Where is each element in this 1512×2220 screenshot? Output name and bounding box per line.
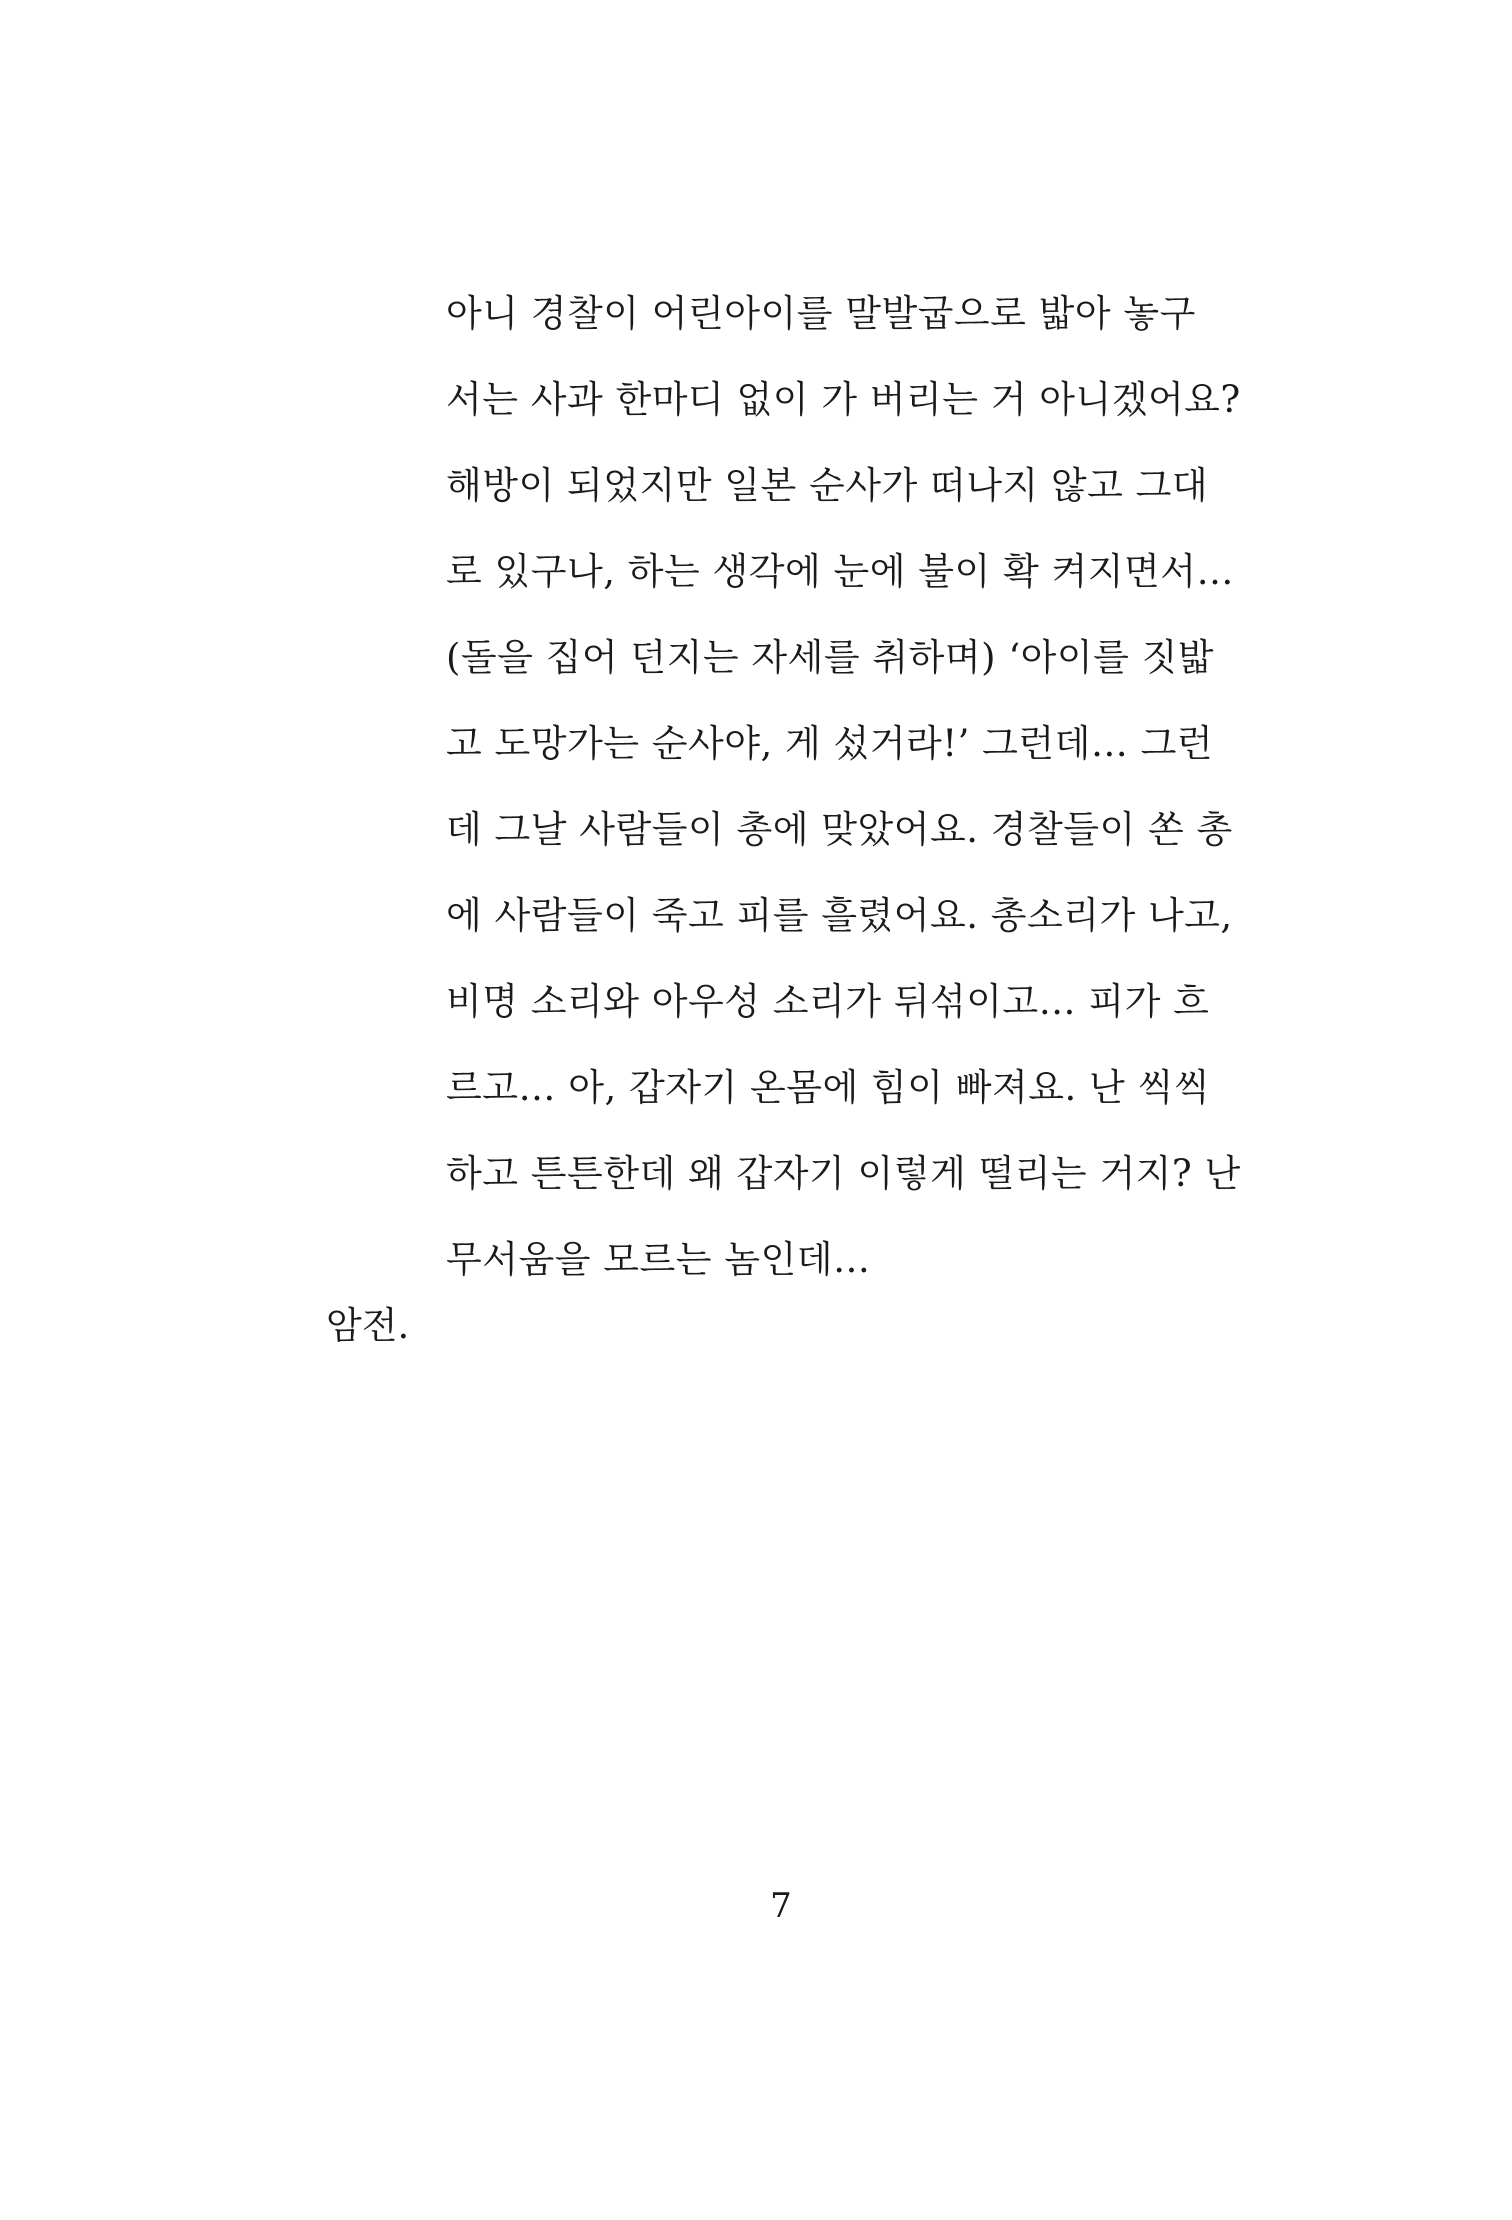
monologue-line: (돌을 집어 던지는 자세를 취하며) ‘아이를 짓밟 bbox=[446, 636, 1215, 679]
monologue-line: 로 있구나, 하는 생각에 눈에 불이 확 켜지면서… bbox=[446, 550, 1234, 593]
page-number: 7 bbox=[770, 1886, 792, 1926]
monologue-block bbox=[446, 286, 1246, 1318]
monologue-line: 데 그날 사람들이 총에 맞았어요. 경찰들이 쏜 총 bbox=[446, 808, 1233, 851]
monologue-line: 아니 경찰이 어린아이를 말발굽으로 밟아 놓구 bbox=[446, 292, 1196, 335]
monologue-line: 하고 튼튼한데 왜 갑자기 이렇게 떨리는 거지? 난 bbox=[446, 1152, 1241, 1195]
stage-direction: 암전. bbox=[326, 1304, 410, 1347]
monologue-line: 에 사람들이 죽고 피를 흘렸어요. 총소리가 나고, bbox=[446, 894, 1233, 937]
monologue-line: 고 도망가는 순사야, 게 섰거라!’ 그런데… 그런 bbox=[446, 722, 1214, 765]
monologue-line: 르고… 아, 갑자기 온몸에 힘이 빠져요. 난 씩씩 bbox=[446, 1066, 1210, 1109]
monologue-line: 해방이 되었지만 일본 순사가 떠나지 않고 그대 bbox=[446, 464, 1209, 507]
monologue-line: 무서움을 모르는 놈인데… bbox=[446, 1238, 871, 1281]
monologue-line: 비명 소리와 아우성 소리가 뒤섞이고… 피가 흐 bbox=[446, 980, 1210, 1023]
monologue-line: 서는 사과 한마디 없이 가 버리는 거 아니겠어요? bbox=[446, 378, 1241, 421]
